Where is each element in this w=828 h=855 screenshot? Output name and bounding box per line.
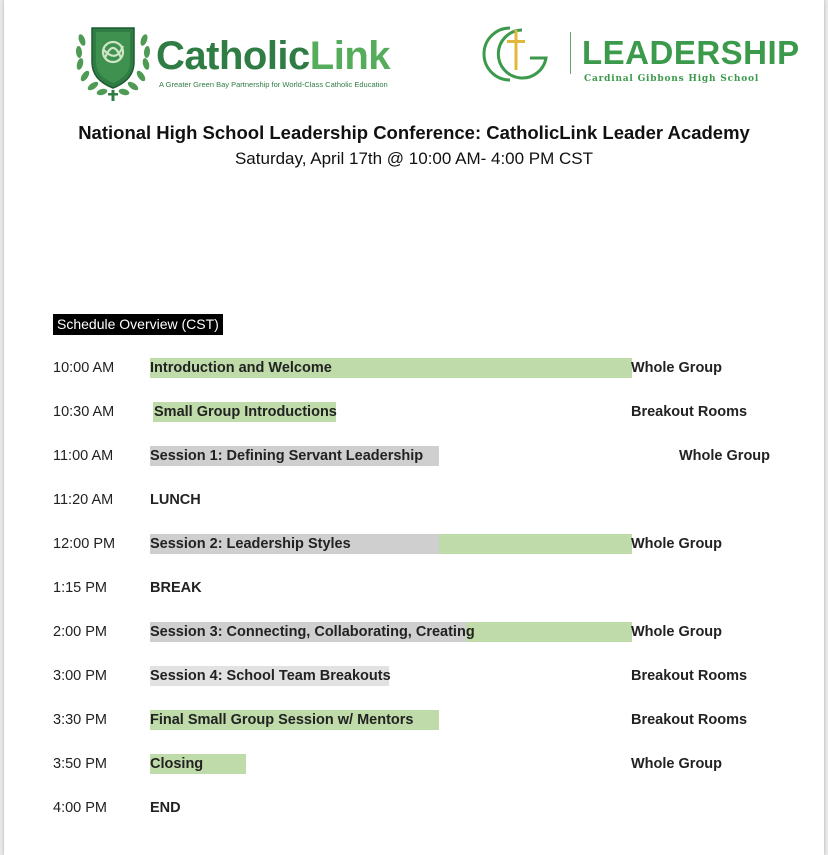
schedule-row [4,752,824,778]
green-highlight [439,534,632,554]
row-time: 2:00 PM [53,624,107,640]
row-time: 3:30 PM [53,712,107,728]
schedule-row [4,664,824,690]
document-page [4,0,824,855]
schedule-row [4,532,824,558]
schedule-row [4,708,824,734]
row-time: 12:00 PM [53,536,116,552]
schedule-row [4,356,824,382]
row-location: Whole Group [679,448,771,464]
row-time: 10:00 AM [53,360,115,376]
row-event: Final Small Group Session w/ Mentors [150,712,414,728]
row-location: Whole Group [631,536,723,552]
wordmark-part-link: Link [309,34,391,78]
row-location: Whole Group [631,624,723,640]
row-location: Breakout Rooms [631,712,748,728]
school-name: Cardinal Gibbons High School [584,74,760,84]
row-event: Introduction and Welcome [150,360,332,376]
wordmark-part-catholic: Catholic [156,34,310,78]
laurel-crest-icon [72,18,154,102]
row-event: END [150,800,181,816]
green-highlight [466,622,632,642]
row-location: Breakout Rooms [631,668,748,684]
schedule-row [4,620,824,646]
row-event: Session 2: Leadership Styles [150,536,351,552]
row-time: 10:30 AM [53,404,115,420]
cg-monogram-icon [466,18,556,90]
row-time: 3:50 PM [53,756,107,772]
row-event: Session 3: Connecting, Collaborating, Creating [150,624,475,640]
leadership-logo [466,18,800,90]
row-event: BREAK [150,580,202,596]
catholiclink-wordmark [156,34,390,79]
row-time: 11:00 AM [53,448,114,464]
schedule-row [4,400,824,426]
schedule-row [4,444,824,470]
row-location: Whole Group [631,360,723,376]
catholiclink-tagline: A Greater Green Bay Partnership for World-Class Catholic Education [159,80,388,89]
row-location: Whole Group [631,756,723,772]
leadership-wordmark: LEADERSHIP [582,34,800,71]
row-event: LUNCH [150,492,201,508]
schedule-row [4,796,824,822]
catholiclink-logo [72,18,412,102]
row-location: Breakout Rooms [631,404,748,420]
row-event: Session 4: School Team Breakouts [150,668,391,684]
schedule-row [4,488,824,514]
event-date-time: Saturday, April 17th @ 10:00 AM- 4:00 PM CST [234,149,594,168]
schedule-heading: Schedule Overview (CST) [53,314,223,335]
row-time: 11:20 AM [53,492,114,508]
logo-divider [570,32,571,74]
row-time: 1:15 PM [53,580,107,596]
row-event: Small Group Introductions [154,404,337,420]
row-event: Session 1: Defining Servant Leadership [150,448,424,464]
row-event: Closing [150,756,204,772]
row-time: 4:00 PM [53,800,107,816]
page-title: National High School Leadership Conference: CatholicLink Leader Academy [78,122,750,143]
row-time: 3:00 PM [53,668,107,684]
schedule-row [4,576,824,602]
